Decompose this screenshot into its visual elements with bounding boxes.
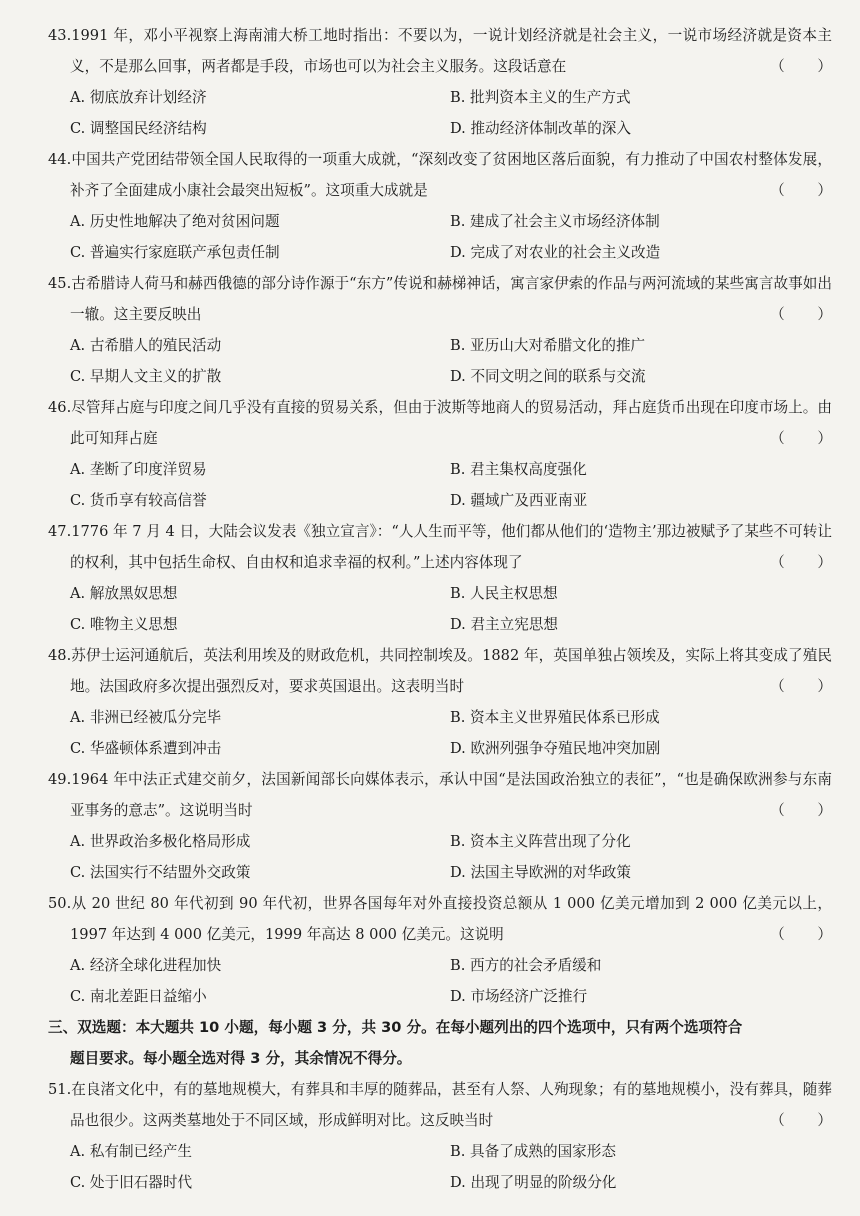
section-heading-line2: 题目要求。每小题全选对得 3 分，其余情况不得分。: [70, 1050, 412, 1067]
question-51: [48, 1074, 846, 1198]
question-46: [48, 392, 846, 516]
question-44: [48, 144, 846, 268]
option-d: D. 法国主导欧洲的对华政策: [450, 864, 631, 881]
question-number: 45.: [48, 275, 72, 292]
question-number: 44.: [48, 151, 72, 168]
option-grid: [48, 206, 832, 268]
option-a: A. 彻底放弃计划经济: [70, 89, 207, 106]
option-c: C. 法国实行不结盟外交政策: [70, 864, 251, 881]
answer-parentheses: （ ）: [770, 554, 846, 571]
option-grid: [48, 950, 832, 1012]
question-text: 中国共产党团结带领全国人民取得的一项重大成就，“深刻改变了贫困地区落后面貌，有力推动了中国农村整体发展，补齐了全面建成小康社会最突出短板”。这项重大成就是: [70, 151, 832, 199]
option-grid: [48, 826, 832, 888]
option-a: A. 垄断了印度洋贸易: [70, 461, 207, 478]
answer-parentheses: （ ）: [770, 926, 846, 943]
question-45: [48, 268, 846, 392]
question-list: [48, 20, 846, 1012]
question-48: [48, 640, 846, 764]
option-b: B. 建成了社会主义市场经济体制: [450, 213, 660, 230]
option-b: B. 具备了成熟的国家形态: [450, 1143, 616, 1160]
option-b: B. 亚历山大对希腊文化的推广: [450, 337, 646, 354]
question-50: [48, 888, 846, 1012]
option-a: A. 世界政治多极化格局形成: [70, 833, 251, 850]
question-number: 51.: [48, 1081, 72, 1098]
question-number: 49.: [48, 771, 72, 788]
question-text: 苏伊士运河通航后，英法利用埃及的财政危机，共同控制埃及。1882 年，英国单独占领埃及，实际上将其变成了殖民地。法国政府多次提出强烈反对，要求英国退出。这表明当时: [70, 647, 832, 695]
question-stem: [48, 640, 846, 702]
question-text: 从 20 世纪 80 年代初到 90 年代初，世界各国每年对外直接投资总额从 1 000 亿美元增加到 2 000 亿美元以上，1997 年达到 4 000 亿美元，1999 年高达 8 000 亿美元。这说明: [70, 895, 832, 943]
question-number: 50.: [48, 895, 72, 912]
question-stem: [48, 764, 846, 826]
option-d: D. 欧洲列强争夺殖民地冲突加剧: [450, 740, 661, 757]
question-text: 1776 年 7 月 4 日，大陆会议发表《独立宣言》：“人人生而平等，他们都从他们的‘造物主’那边被赋予了某些不可转让的权利，其中包括生命权、自由权和追求幸福的权利。”上述内容体现了: [70, 523, 832, 571]
question-stem: [48, 144, 846, 206]
option-c: C. 南北差距日益缩小: [70, 988, 207, 1005]
option-grid: [48, 82, 832, 144]
option-grid: [48, 330, 832, 392]
answer-parentheses: （ ）: [770, 58, 846, 75]
option-grid: [48, 702, 832, 764]
question-43: [48, 20, 846, 144]
option-d: D. 推动经济体制改革的深入: [450, 120, 631, 137]
answer-parentheses: （ ）: [770, 430, 846, 447]
answer-parentheses: （ ）: [770, 802, 846, 819]
option-a: A. 解放黑奴思想: [70, 585, 178, 602]
option-c: C. 货币享有较高信誉: [70, 492, 207, 509]
option-c: C. 唯物主义思想: [70, 616, 178, 633]
question-stem: [48, 516, 846, 578]
option-c: C. 调整国民经济结构: [70, 120, 207, 137]
question-number: 48.: [48, 647, 72, 664]
option-b: B. 资本主义世界殖民体系已形成: [450, 709, 660, 726]
question-text: 1991 年，邓小平视察上海南浦大桥工地时指出：不要以为，一说计划经济就是社会主义，一说市场经济就是资本主义，不是那么回事，两者都是手段，市场也可以为社会主义服务。这段话意在: [70, 27, 832, 75]
option-a: A. 经济全球化进程加快: [70, 957, 222, 974]
section-heading-line1: 三、双选题：本大题共 10 小题，每小题 3 分，共 30 分。在每小题列出的四个选项中，只有两个选项符合: [48, 1019, 743, 1036]
option-b: B. 批判资本主义的生产方式: [450, 89, 631, 106]
question-text: 尽管拜占庭与印度之间几乎没有直接的贸易关系，但由于波斯等地商人的贸易活动，拜占庭货币出现在印度市场上。由此可知拜占庭: [70, 399, 832, 447]
option-d: D. 不同文明之间的联系与交流: [450, 368, 646, 385]
question-number: 43.: [48, 27, 72, 44]
option-b: B. 资本主义阵营出现了分化: [450, 833, 631, 850]
question-text: 古希腊诗人荷马和赫西俄德的部分诗作源于“东方”传说和赫梯神话，寓言家伊索的作品与两河流域的某些寓言故事如出一辙。这主要反映出: [70, 275, 832, 323]
question-stem: [48, 268, 846, 330]
answer-parentheses: （ ）: [770, 306, 846, 323]
option-d: D. 完成了对农业的社会主义改造: [450, 244, 661, 261]
option-a: A. 历史性地解决了绝对贫困问题: [70, 213, 280, 230]
section-heading: [48, 1012, 832, 1074]
option-c: C. 普遍实行家庭联产承包责任制: [70, 244, 280, 261]
option-grid: [48, 1136, 832, 1198]
question-stem: [48, 888, 846, 950]
option-a: A. 私有制已经产生: [70, 1143, 192, 1160]
question-list-2: [48, 1074, 846, 1198]
option-d: D. 出现了明显的阶级分化: [450, 1174, 617, 1191]
answer-parentheses: （ ）: [770, 678, 846, 695]
answer-parentheses: （ ）: [770, 182, 846, 199]
question-text: 1964 年中法正式建交前夕，法国新闻部长向媒体表示，承认中国“是法国政治独立的表征”，“也是确保欧洲参与东南亚事务的意志”。这说明当时: [70, 771, 832, 819]
option-b: B. 君主集权高度强化: [450, 461, 587, 478]
option-a: A. 古希腊人的殖民活动: [70, 337, 222, 354]
option-c: C. 华盛顿体系遭到冲击: [70, 740, 222, 757]
option-d: D. 君主立宪思想: [450, 616, 559, 633]
question-text: 在良渚文化中，有的墓地规模大，有葬具和丰厚的随葬品，甚至有人祭、人殉现象；有的墓地规模小，没有葬具，随葬品也很少。这两类墓地处于不同区域，形成鲜明对比。这反映当时: [70, 1081, 832, 1129]
question-number: 47.: [48, 523, 72, 540]
option-c: C. 早期人文主义的扩散: [70, 368, 222, 385]
question-47: [48, 516, 846, 640]
option-a: A. 非洲已经被瓜分完毕: [70, 709, 222, 726]
question-stem: [48, 392, 846, 454]
question-number: 46.: [48, 399, 72, 416]
option-b: B. 人民主权思想: [450, 585, 558, 602]
answer-parentheses: （ ）: [770, 1112, 846, 1129]
question-stem: [48, 1074, 846, 1136]
option-grid: [48, 578, 832, 640]
question-stem: [48, 20, 846, 82]
option-d: D. 疆域广及西亚南亚: [450, 492, 588, 509]
option-d: D. 市场经济广泛推行: [450, 988, 588, 1005]
option-c: C. 处于旧石器时代: [70, 1174, 193, 1191]
option-b: B. 西方的社会矛盾缓和: [450, 957, 602, 974]
question-49: [48, 764, 846, 888]
option-grid: [48, 454, 832, 516]
